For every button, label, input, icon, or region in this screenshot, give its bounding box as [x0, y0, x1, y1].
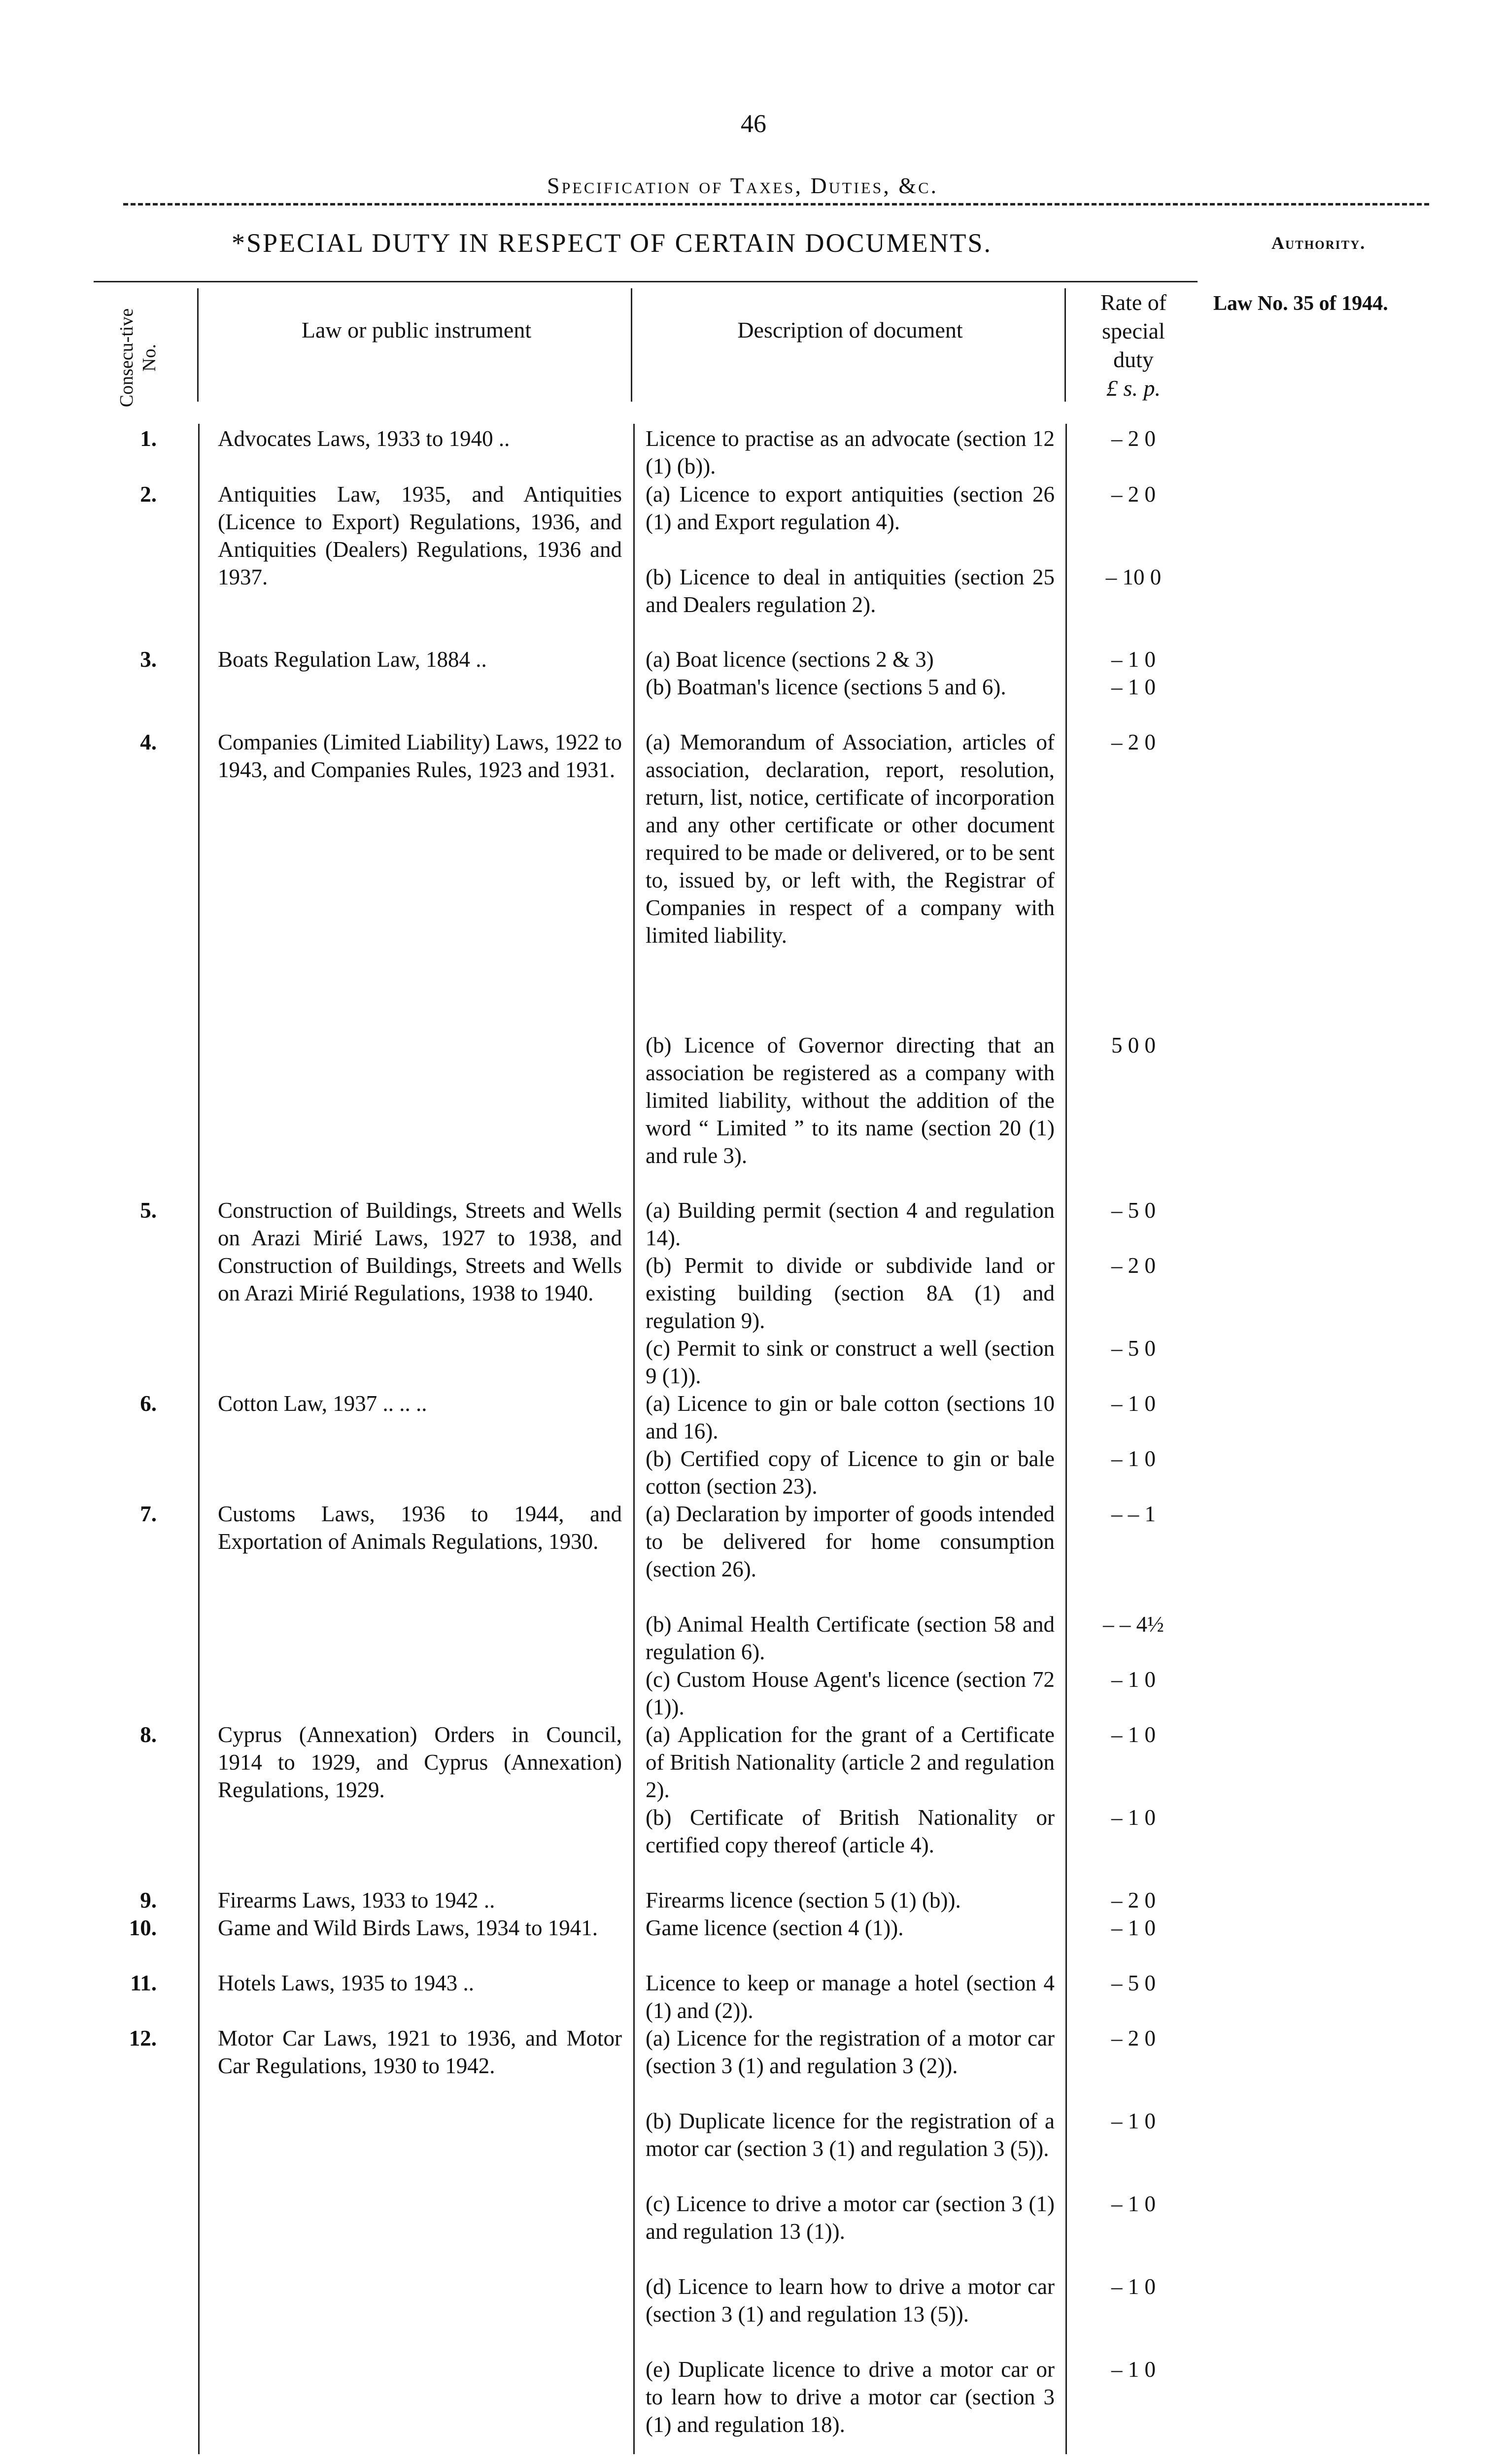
row-rate: – 1 0: [1111, 1916, 1156, 1940]
table-top-rule: [94, 281, 1198, 282]
row-description: (a) Licence for the registration of a motor car (section 3 (1) and regulation 3 (2)).: [646, 2026, 1055, 2078]
row-law: Motor Car Laws, 1921 to 1936, and Motor Car Regulations, 1930 to 1942.: [218, 2026, 622, 2078]
authority-law: Law No. 35 of 1944.: [1213, 292, 1388, 315]
row-rate: – 1 0: [1111, 675, 1156, 699]
row-number: 8.: [140, 1722, 157, 1747]
row-rate: – 1 0: [1111, 1446, 1156, 1471]
column-rule: [633, 424, 635, 2454]
row-number: 3.: [140, 647, 157, 672]
row-rate: – 2 0: [1111, 730, 1156, 754]
row-description: (a) Declaration by importer of goods intended to be delivered for home consumption (section 26).: [646, 1502, 1055, 1581]
row-description: (a) Licence to export antiquities (section 26 (1) and Export regulation 4).: [646, 482, 1055, 534]
row-number: 7.: [140, 1502, 157, 1526]
row-rate: – 1 0: [1111, 1667, 1156, 1692]
row-law: Customs Laws, 1936 to 1944, and Exportation of Animals Regulations, 1930.: [218, 1502, 622, 1554]
row-law: Antiquities Law, 1935, and Antiquities (Licence to Export) Regulations, 1936, and Antiquities (Dealers) Regulations, 1936 and 1937.: [218, 482, 622, 589]
row-law: Construction of Buildings, Streets and Wells on Arazi Mirié Laws, 1927 to 1938, and Construction of Buildings, Streets and Wells on Arazi Mirié Regulations, 1938 to 1940.: [218, 1198, 622, 1305]
row-law: Cyprus (Annexation) Orders in Council, 1914 to 1929, and Cyprus (Annexation) Regulations, 1929.: [218, 1722, 622, 1802]
row-number: 2.: [140, 482, 157, 507]
row-description: (b) Boatman's licence (sections 5 and 6).: [646, 675, 1006, 699]
row-description: (c) Permit to sink or construct a well (section 9 (1)).: [646, 1336, 1055, 1388]
column-rule: [1065, 424, 1067, 2454]
rate-header-line: Rate of: [1100, 290, 1167, 315]
row-law: Companies (Limited Liability) Laws, 1922 to 1943, and Companies Rules, 1923 and 1931.: [218, 730, 622, 782]
page-number: 46: [741, 110, 766, 138]
row-rate: – 1 0: [1111, 2109, 1156, 2133]
row-number: 4.: [140, 730, 157, 754]
row-law: Hotels Laws, 1935 to 1943 ..: [218, 1971, 474, 1995]
row-number: 1.: [140, 426, 157, 451]
row-number: 12.: [129, 2026, 157, 2051]
row-rate: – 1 0: [1111, 1722, 1156, 1747]
row-description: Licence to keep or manage a hotel (section 4 (1) and (2)).: [646, 1971, 1055, 2023]
row-description: (e) Duplicate licence to drive a motor car or to learn how to drive a motor car (section 3 (1) and regulation 18).: [646, 2357, 1055, 2437]
row-rate: – 5 0: [1111, 1198, 1156, 1223]
row-law: Advocates Laws, 1933 to 1940 ..: [218, 426, 510, 451]
table-title: *SPECIAL DUTY IN RESPECT OF CERTAIN DOCUMENTS.: [232, 228, 993, 258]
row-description: Licence to practise as an advocate (section 12 (1) (b)).: [646, 426, 1055, 479]
column-rule: [198, 424, 200, 2454]
row-description: (a) Memorandum of Association, articles of association, declaration, report, resolution, return, list, notice, certificate of incorporation and any other certificate or other document required to be made or delivered, or to be sent to, issued by, or left with, the Registrar of Companies in respect of a company with limited liability.: [646, 730, 1055, 948]
row-description: (b) Licence of Governor directing that an association be registered as a company with limited liability, without the addition of the word “ Limited ” to its name (section 20 (1) and rule 3).: [646, 1033, 1055, 1168]
row-number: 5.: [140, 1198, 157, 1223]
row-rate: – – 4½: [1103, 1612, 1164, 1637]
column-header-law: Law or public instrument: [301, 317, 532, 342]
row-description: (b) Duplicate licence for the registration of a motor car (section 3 (1) and regulation 3 (5)).: [646, 2109, 1055, 2161]
column-rule: [631, 288, 632, 402]
row-rate: – 2 0: [1111, 2026, 1156, 2051]
row-number: 6.: [140, 1391, 157, 1416]
rate-header-line: special: [1102, 318, 1165, 343]
row-description: (a) Building permit (section 4 and regulation 14).: [646, 1198, 1055, 1250]
row-description: Firearms licence (section 5 (1) (b)).: [646, 1888, 961, 1913]
row-rate: – 2 0: [1111, 426, 1156, 451]
row-description: (c) Custom House Agent's licence (section 72 (1)).: [646, 1667, 1055, 1719]
rate-units: £ s. p.: [1106, 376, 1161, 401]
row-rate: – 10 0: [1105, 565, 1162, 589]
rate-header-line: duty: [1113, 347, 1154, 372]
column-header-desc: Description of document: [737, 317, 963, 342]
row-description: (b) Animal Health Certificate (section 58 and regulation 6).: [646, 1612, 1055, 1664]
row-rate: – 1 0: [1111, 1391, 1156, 1416]
authority-heading: Authority.: [1271, 233, 1366, 253]
column-rule: [1064, 288, 1066, 402]
row-rate: – 1 0: [1111, 2191, 1156, 2216]
row-number: 11.: [130, 1971, 157, 1995]
column-rule: [197, 288, 199, 402]
row-rate: – 2 0: [1111, 482, 1156, 507]
row-rate: 5 0 0: [1111, 1033, 1156, 1058]
row-rate: – 5 0: [1111, 1336, 1156, 1361]
row-description: (a) Boat licence (sections 2 & 3): [646, 647, 934, 672]
row-rate: – 2 0: [1111, 1253, 1156, 1278]
row-rate: – 1 0: [1111, 2274, 1156, 2299]
header-rule: [123, 203, 1429, 205]
row-rate: – 1 0: [1111, 1805, 1156, 1830]
row-law: Cotton Law, 1937 .. .. ..: [218, 1391, 427, 1416]
column-header-no: Consecu-tive No.: [116, 308, 160, 408]
row-rate: – 1 0: [1111, 647, 1156, 672]
row-description: (c) Licence to drive a motor car (section 3 (1) and regulation 13 (1)).: [646, 2191, 1055, 2244]
row-law: Boats Regulation Law, 1884 ..: [218, 647, 487, 672]
row-description: Game licence (section 4 (1)).: [646, 1916, 904, 1940]
row-number: 9.: [140, 1888, 157, 1913]
row-rate: – – 1: [1111, 1502, 1156, 1526]
row-rate: – 2 0: [1111, 1888, 1156, 1913]
column-header-rate: [1069, 288, 1198, 403]
row-rate: – 1 0: [1111, 2357, 1156, 2382]
row-description: (b) Permit to divide or subdivide land or existing building (section 8A (1) and regulation 9).: [646, 1253, 1055, 1333]
row-rate: – 5 0: [1111, 1971, 1156, 1995]
row-description: (a) Application for the grant of a Certificate of British Nationality (article 2 and regulation 2).: [646, 1722, 1055, 1802]
row-description: (a) Licence to gin or bale cotton (sections 10 and 16).: [646, 1391, 1055, 1443]
row-description: (b) Certificate of British Nationality or certified copy thereof (article 4).: [646, 1805, 1055, 1857]
row-description: (b) Licence to deal in antiquities (section 25 and Dealers regulation 2).: [646, 565, 1055, 617]
row-number: 10.: [129, 1916, 157, 1940]
row-law: Firearms Laws, 1933 to 1942 ..: [218, 1888, 495, 1913]
running-head: Specification of Taxes, Duties, &c.: [547, 173, 938, 198]
row-description: (b) Certified copy of Licence to gin or bale cotton (section 23).: [646, 1446, 1055, 1499]
row-description: (d) Licence to learn how to drive a motor car (section 3 (1) and regulation 13 (5)).: [646, 2274, 1055, 2327]
row-law: Game and Wild Birds Laws, 1934 to 1941.: [218, 1916, 598, 1940]
